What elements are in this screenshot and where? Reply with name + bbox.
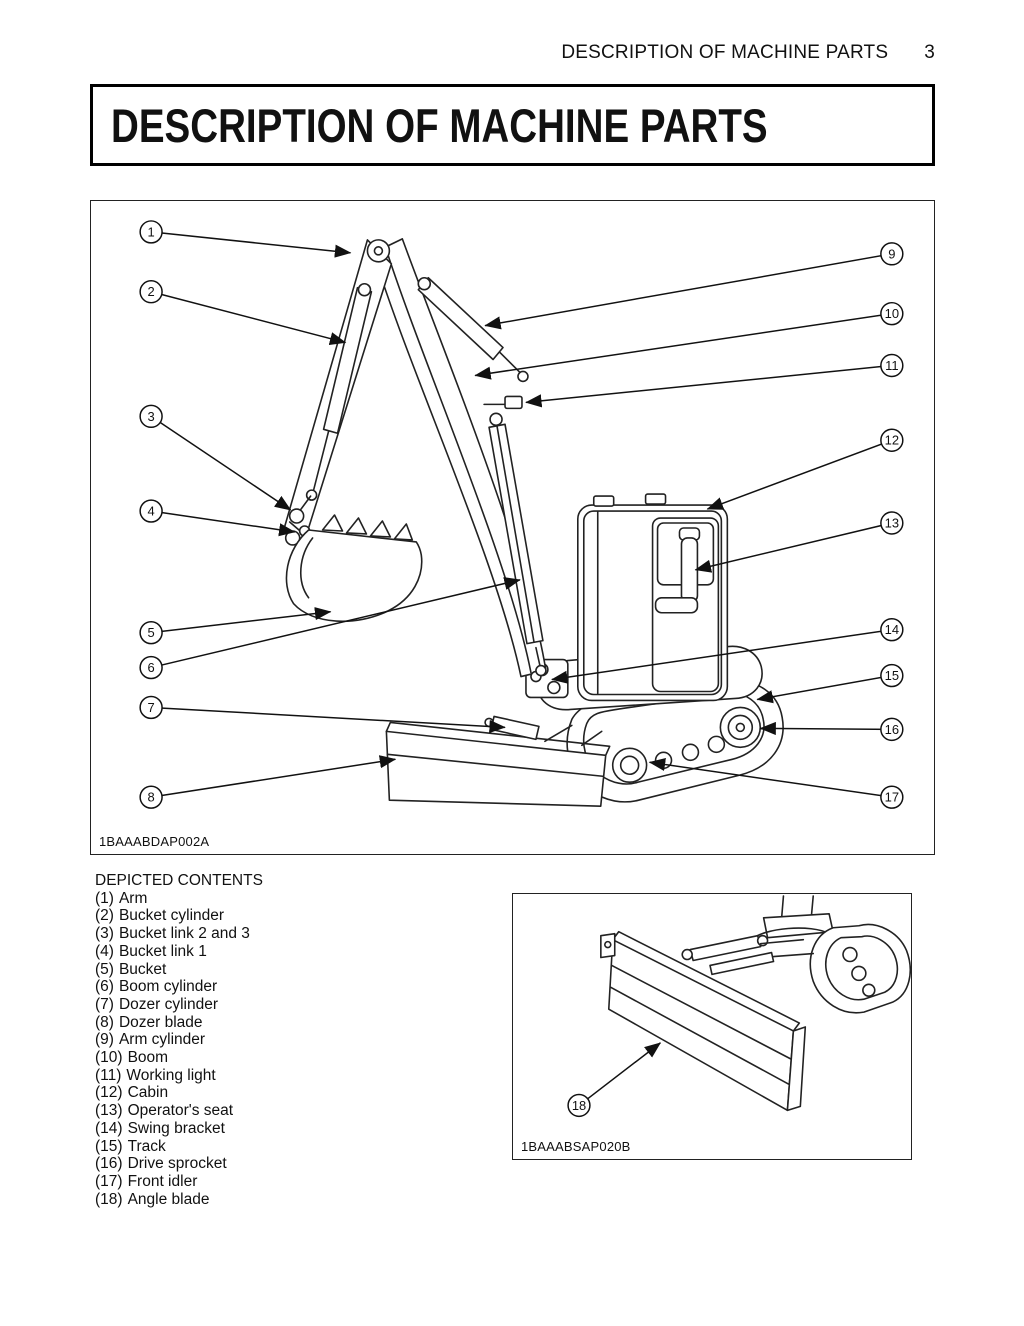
item-number: (8) <box>95 1013 114 1031</box>
contents-item <box>95 925 495 943</box>
svg-text:10: 10 <box>884 306 900 322</box>
item-label: Cabin <box>127 1084 169 1102</box>
callout-3 <box>140 405 162 427</box>
contents-item <box>95 1155 495 1173</box>
item-label: Bucket cylinder <box>118 907 225 925</box>
figure1-code: 1BAAABDAP002A <box>99 834 210 849</box>
callout-4 <box>140 500 162 522</box>
item-number: (11) <box>95 1066 122 1084</box>
item-label: Dozer blade <box>118 1013 203 1031</box>
svg-text:5: 5 <box>147 625 155 641</box>
svg-text:18: 18 <box>571 1097 587 1113</box>
page-number: 3 <box>924 42 935 63</box>
item-number: (5) <box>95 960 114 978</box>
contents-heading: DEPICTED CONTENTS <box>95 872 263 889</box>
item-number: (7) <box>95 995 114 1013</box>
item-label: Operator's seat <box>127 1102 234 1120</box>
item-label: Angle blade <box>127 1190 210 1208</box>
item-number: (17) <box>95 1172 123 1190</box>
boom-drawing <box>373 239 545 682</box>
callout-14 <box>881 619 903 641</box>
contents-item <box>95 907 495 925</box>
callout-6 <box>140 657 162 679</box>
page-title: DESCRIPTION OF MACHINE PARTS <box>111 98 768 152</box>
excavator-drawing <box>284 239 783 806</box>
contents-item <box>95 943 495 961</box>
contents-item <box>95 1173 495 1191</box>
item-label: Drive sprocket <box>127 1155 227 1173</box>
item-number: (15) <box>95 1137 123 1155</box>
depicted-contents <box>95 872 495 1208</box>
item-number: (12) <box>95 1084 123 1102</box>
page-header <box>90 42 935 64</box>
item-label: Boom cylinder <box>118 978 218 996</box>
item-number: (6) <box>95 978 114 996</box>
svg-text:17: 17 <box>884 789 900 805</box>
item-number: (2) <box>95 907 114 925</box>
callout-1 <box>140 221 162 243</box>
svg-text:1: 1 <box>147 224 155 240</box>
callout-13 <box>881 512 903 534</box>
contents-item <box>95 1138 495 1156</box>
callout-2 <box>140 281 162 303</box>
contents-item <box>95 961 495 979</box>
contents-item <box>95 996 495 1014</box>
leader-line-18 <box>579 1043 660 1106</box>
item-label: Bucket link 1 <box>118 942 207 960</box>
item-label: Track <box>127 1137 166 1155</box>
contents-item <box>95 1102 495 1120</box>
svg-text:9: 9 <box>888 246 896 262</box>
contents-item <box>95 1120 495 1138</box>
item-number: (1) <box>95 889 114 907</box>
svg-text:8: 8 <box>147 789 155 805</box>
contents-item <box>95 1191 495 1209</box>
contents-item <box>95 1049 495 1067</box>
svg-text:11: 11 <box>885 357 899 373</box>
callout-17 <box>881 786 903 808</box>
svg-text:2: 2 <box>147 284 155 300</box>
item-label: Arm cylinder <box>118 1031 206 1049</box>
callout-7 <box>140 696 162 718</box>
callout-11 <box>881 355 903 377</box>
angle-blade-figure <box>512 893 912 1160</box>
working-light-drawing <box>484 396 522 408</box>
svg-text:16: 16 <box>884 721 900 737</box>
contents-item <box>95 1084 495 1102</box>
svg-text:13: 13 <box>884 515 900 531</box>
svg-text:3: 3 <box>147 408 155 424</box>
blade-drawing <box>601 896 910 1110</box>
callout-18 <box>568 1094 590 1116</box>
item-number: (13) <box>95 1102 123 1120</box>
machine-parts-figure <box>90 200 935 855</box>
svg-text:7: 7 <box>147 699 155 715</box>
contents-item <box>95 978 495 996</box>
item-label: Swing bracket <box>127 1119 225 1137</box>
contents-list <box>95 890 495 1209</box>
item-label: Bucket <box>118 960 167 978</box>
callout-15 <box>881 665 903 687</box>
item-number: (9) <box>95 1031 114 1049</box>
item-number: (4) <box>95 942 114 960</box>
callout-12 <box>881 429 903 451</box>
callout-10 <box>881 303 903 325</box>
item-label: Working light <box>126 1066 216 1084</box>
svg-text:12: 12 <box>884 432 900 448</box>
svg-text:6: 6 <box>147 660 155 676</box>
item-number: (3) <box>95 925 114 943</box>
svg-text:14: 14 <box>884 622 900 638</box>
title-banner <box>90 84 935 166</box>
cabin-drawing <box>578 494 728 700</box>
contents-item <box>95 1067 495 1085</box>
figure2-code: 1BAAABSAP020B <box>521 1139 631 1154</box>
item-number: (18) <box>95 1190 123 1208</box>
item-number: (14) <box>95 1119 123 1137</box>
svg-text:15: 15 <box>884 668 900 684</box>
callout-5 <box>140 622 162 644</box>
item-label: Arm <box>118 889 148 907</box>
item-label: Bucket link 2 and 3 <box>118 925 250 943</box>
blade-diagram-svg <box>513 894 911 1159</box>
contents-item <box>95 890 495 908</box>
callout-8 <box>140 786 162 808</box>
item-label: Dozer cylinder <box>118 995 219 1013</box>
item-label: Front idler <box>127 1172 198 1190</box>
contents-item <box>95 1014 495 1032</box>
callout-16 <box>881 718 903 740</box>
machine-diagram-svg <box>91 201 934 854</box>
svg-text:4: 4 <box>147 503 155 519</box>
item-number: (16) <box>95 1155 123 1173</box>
item-label: Boom <box>127 1049 169 1067</box>
bucket-drawing <box>286 515 421 621</box>
running-title: DESCRIPTION OF MACHINE PARTS <box>561 42 889 63</box>
callout-9 <box>881 243 903 265</box>
contents-item <box>95 1031 495 1049</box>
item-number: (10) <box>95 1049 123 1067</box>
